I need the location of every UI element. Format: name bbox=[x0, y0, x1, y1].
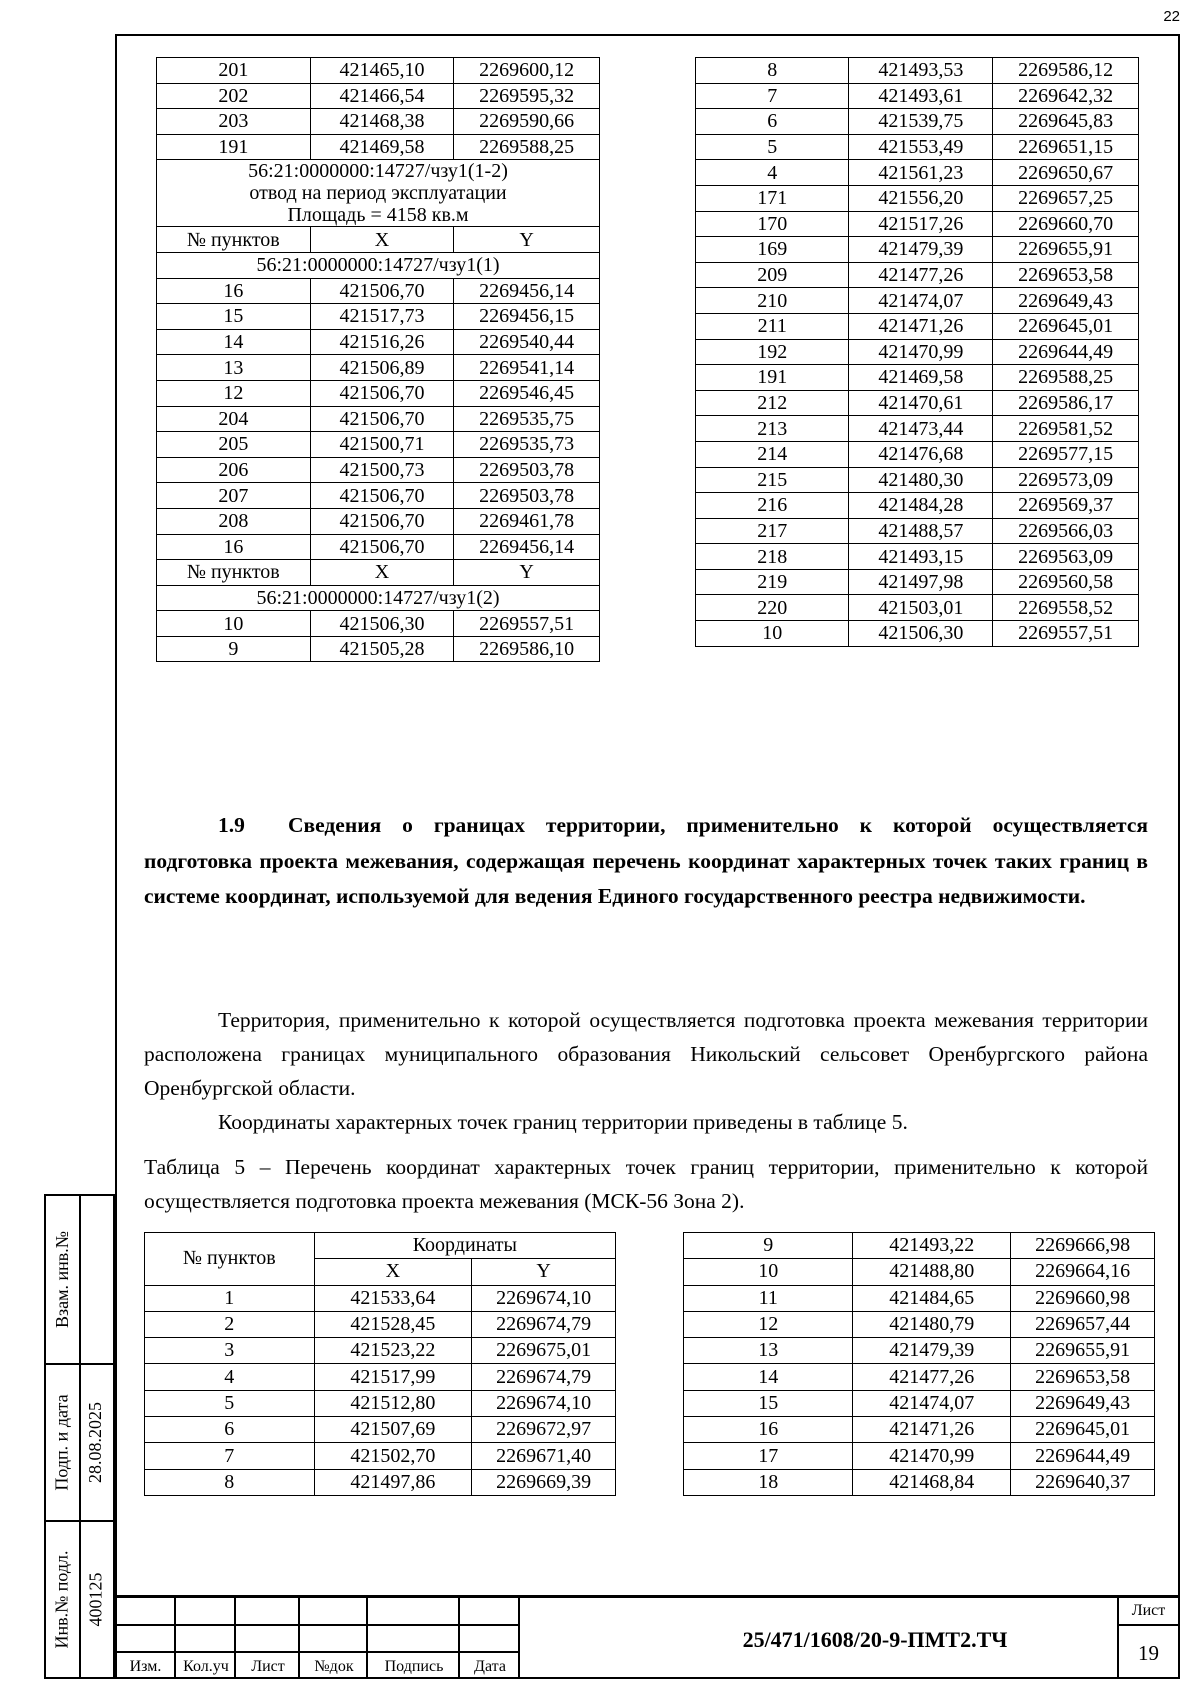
table-row bbox=[157, 457, 600, 483]
point-number-cell: 220 bbox=[696, 595, 849, 621]
x-coordinate-cell: 421539,75 bbox=[849, 109, 993, 135]
point-number-cell: 207 bbox=[157, 483, 311, 509]
y-coordinate-cell: 2269651,15 bbox=[993, 134, 1139, 160]
x-coordinate-cell: 421493,15 bbox=[849, 544, 993, 570]
x-coordinate-cell: 421466,54 bbox=[310, 83, 454, 109]
y-coordinate-cell: 2269655,91 bbox=[1011, 1338, 1155, 1364]
y-coordinate-cell: 2269666,98 bbox=[1011, 1233, 1155, 1259]
y-coordinate-cell: 2269590,66 bbox=[454, 109, 600, 135]
col-label-kolvo: Кол.уч bbox=[183, 1657, 229, 1675]
y-coordinate-cell: 2269671,40 bbox=[472, 1443, 616, 1469]
y-coordinate-cell: 2269566,03 bbox=[993, 518, 1139, 544]
point-number-cell: 1 bbox=[145, 1285, 315, 1311]
y-coordinate-cell: 2269586,12 bbox=[993, 58, 1139, 84]
x-coordinate-cell: 421561,23 bbox=[849, 160, 993, 186]
y-coordinate-cell: 2269653,58 bbox=[993, 262, 1139, 288]
y-coordinate-cell: 2269588,25 bbox=[454, 134, 600, 160]
y-coordinate-cell: 2269560,58 bbox=[993, 569, 1139, 595]
table-row bbox=[684, 1469, 1155, 1495]
y-coordinate-cell: 2269557,51 bbox=[993, 621, 1139, 647]
table-row bbox=[157, 432, 600, 458]
y-coordinate-cell: 2269674,10 bbox=[472, 1285, 616, 1311]
point-number-cell: 18 bbox=[684, 1469, 853, 1495]
table-row bbox=[157, 329, 600, 355]
table-row bbox=[684, 1338, 1155, 1364]
table-row bbox=[684, 1364, 1155, 1390]
y-coordinate-cell: 2269600,12 bbox=[454, 58, 600, 84]
point-number-cell: 10 bbox=[696, 621, 849, 647]
x-coordinate-cell: 421506,70 bbox=[310, 534, 454, 560]
point-number-cell: 10 bbox=[157, 611, 311, 637]
point-number-cell: 212 bbox=[696, 390, 849, 416]
x-coordinate-cell: 421505,28 bbox=[310, 636, 454, 662]
header-row bbox=[157, 560, 600, 586]
x-coordinate-cell: 421500,71 bbox=[310, 432, 454, 458]
point-number-cell: 4 bbox=[145, 1364, 315, 1390]
section-title-line: отвод на период эксплуатации bbox=[249, 182, 507, 205]
point-number-cell: 6 bbox=[696, 109, 849, 135]
y-coordinate-cell: 2269456,14 bbox=[454, 278, 600, 304]
col-label-ndoc: №док bbox=[314, 1657, 354, 1675]
point-number-cell: 170 bbox=[696, 211, 849, 237]
y-coordinate-cell: 2269653,58 bbox=[1011, 1364, 1155, 1390]
title-block bbox=[115, 1595, 1180, 1679]
col-label-list: Лист bbox=[251, 1657, 285, 1675]
x-coordinate-cell: 421474,07 bbox=[849, 288, 993, 314]
table-row bbox=[684, 1259, 1155, 1285]
table-row bbox=[157, 355, 600, 381]
point-number-cell: 9 bbox=[684, 1233, 853, 1259]
point-number-cell: 4 bbox=[696, 160, 849, 186]
y-coordinate-cell: 2269461,78 bbox=[454, 508, 600, 534]
point-number-cell: 16 bbox=[684, 1417, 853, 1443]
section-title-cell bbox=[157, 160, 600, 227]
x-coordinate-cell: 421493,22 bbox=[853, 1233, 1011, 1259]
x-coordinate-cell: 421465,10 bbox=[310, 58, 454, 84]
table-row bbox=[157, 483, 600, 509]
table-row bbox=[696, 518, 1139, 544]
x-coordinate-cell: 421484,28 bbox=[849, 493, 993, 519]
section-title: Сведения о границах территории, применительно к которой осуществляется подготовка проекта межевания, содержащая перечень координат характерных точек таких границ в системе координат, используемой для ведения Единого государственного реестра недвижимости. bbox=[144, 813, 1148, 908]
y-coordinate-cell: 2269660,98 bbox=[1011, 1285, 1155, 1311]
sidebar-label: Инв.№ подл. bbox=[52, 1550, 72, 1649]
x-coordinate-cell: 421484,65 bbox=[853, 1285, 1011, 1311]
y-coordinate-cell: 2269577,15 bbox=[993, 441, 1139, 467]
y-coordinate-cell: 2269675,01 bbox=[472, 1338, 616, 1364]
table-row bbox=[696, 467, 1139, 493]
x-coordinate-cell: 421477,26 bbox=[849, 262, 993, 288]
point-number-cell: 205 bbox=[157, 432, 311, 458]
sheet-box bbox=[1117, 1598, 1178, 1679]
y-coordinate-cell: 2269503,78 bbox=[454, 483, 600, 509]
point-number-cell: 217 bbox=[696, 518, 849, 544]
table-row bbox=[696, 441, 1139, 467]
col-label-date: Дата bbox=[474, 1657, 506, 1675]
point-number-cell: 216 bbox=[696, 493, 849, 519]
point-number-cell: 192 bbox=[696, 339, 849, 365]
header-points: № пунктов bbox=[157, 560, 311, 586]
y-coordinate-cell: 2269674,10 bbox=[472, 1390, 616, 1416]
point-number-cell: 9 bbox=[157, 636, 311, 662]
col-label-izm: Изм. bbox=[129, 1657, 162, 1675]
table-row bbox=[684, 1311, 1155, 1337]
table-row bbox=[157, 278, 600, 304]
table-row bbox=[696, 288, 1139, 314]
y-coordinate-cell: 2269657,25 bbox=[993, 185, 1139, 211]
table-row bbox=[696, 237, 1139, 263]
x-coordinate-cell: 421474,07 bbox=[853, 1390, 1011, 1416]
header-x: X bbox=[310, 560, 454, 586]
y-coordinate-cell: 2269657,44 bbox=[1011, 1311, 1155, 1337]
y-coordinate-cell: 2269644,49 bbox=[1011, 1443, 1155, 1469]
point-number-cell: 169 bbox=[696, 237, 849, 263]
table-row bbox=[157, 304, 600, 330]
point-number-cell: 209 bbox=[696, 262, 849, 288]
table5-right bbox=[683, 1232, 1155, 1496]
point-number-cell: 3 bbox=[145, 1338, 315, 1364]
y-coordinate-cell: 2269557,51 bbox=[454, 611, 600, 637]
table-row bbox=[696, 569, 1139, 595]
point-number-cell: 210 bbox=[696, 288, 849, 314]
table-row bbox=[145, 1417, 616, 1443]
point-number-cell: 11 bbox=[684, 1285, 853, 1311]
x-coordinate-cell: 421506,30 bbox=[849, 621, 993, 647]
header-points: № пунктов bbox=[145, 1233, 315, 1286]
y-coordinate-cell: 2269586,17 bbox=[993, 390, 1139, 416]
table-row bbox=[145, 1338, 616, 1364]
point-number-cell: 206 bbox=[157, 457, 311, 483]
x-coordinate-cell: 421470,61 bbox=[849, 390, 993, 416]
table-row bbox=[696, 390, 1139, 416]
x-coordinate-cell: 421528,45 bbox=[314, 1311, 472, 1337]
x-coordinate-cell: 421469,58 bbox=[849, 365, 993, 391]
sidebar-inventory-number: 400125 bbox=[85, 1572, 105, 1627]
x-coordinate-cell: 421506,70 bbox=[310, 380, 454, 406]
table-row bbox=[696, 134, 1139, 160]
x-coordinate-cell: 421506,30 bbox=[310, 611, 454, 637]
x-coordinate-cell: 421479,39 bbox=[849, 237, 993, 263]
table-row bbox=[157, 534, 600, 560]
y-coordinate-cell: 2269669,39 bbox=[472, 1469, 616, 1495]
x-coordinate-cell: 421516,26 bbox=[310, 329, 454, 355]
y-coordinate-cell: 2269655,91 bbox=[993, 237, 1139, 263]
x-coordinate-cell: 421506,70 bbox=[310, 508, 454, 534]
table-row bbox=[696, 595, 1139, 621]
x-coordinate-cell: 421468,38 bbox=[310, 109, 454, 135]
point-number-cell: 13 bbox=[684, 1338, 853, 1364]
section-title-line: 56:21:0000000:14727/чзу1(1-2) bbox=[248, 160, 508, 183]
x-coordinate-cell: 421493,61 bbox=[849, 83, 993, 109]
y-coordinate-cell: 2269674,79 bbox=[472, 1311, 616, 1337]
table-row bbox=[696, 416, 1139, 442]
y-coordinate-cell: 2269535,75 bbox=[454, 406, 600, 432]
table-row bbox=[157, 160, 600, 227]
x-coordinate-cell: 421469,58 bbox=[310, 134, 454, 160]
x-coordinate-cell: 421517,73 bbox=[310, 304, 454, 330]
y-coordinate-cell: 2269649,43 bbox=[993, 288, 1139, 314]
table-row bbox=[696, 313, 1139, 339]
table-row bbox=[157, 380, 600, 406]
x-coordinate-cell: 421500,73 bbox=[310, 457, 454, 483]
table-row bbox=[157, 406, 600, 432]
table-row bbox=[145, 1311, 616, 1337]
header-row bbox=[145, 1233, 616, 1259]
section-heading bbox=[144, 808, 1148, 915]
y-coordinate-cell: 2269644,49 bbox=[993, 339, 1139, 365]
x-coordinate-cell: 421512,80 bbox=[314, 1390, 472, 1416]
page-number: 22 bbox=[1163, 8, 1180, 25]
y-coordinate-cell: 2269456,14 bbox=[454, 534, 600, 560]
point-number-cell: 8 bbox=[145, 1469, 315, 1495]
y-coordinate-cell: 2269588,25 bbox=[993, 365, 1139, 391]
point-number-cell: 5 bbox=[696, 134, 849, 160]
table-row bbox=[696, 58, 1139, 84]
point-number-cell: 5 bbox=[145, 1390, 315, 1416]
x-coordinate-cell: 421506,70 bbox=[310, 278, 454, 304]
table-row bbox=[696, 211, 1139, 237]
x-coordinate-cell: 421517,26 bbox=[849, 211, 993, 237]
table-row bbox=[696, 109, 1139, 135]
col-label-signature: Подпись bbox=[384, 1657, 444, 1675]
table5-caption: Таблица 5 – Перечень координат характерных точек границ территории, применительно к которой осуществляется подготовка проекта межевания (МСК-56 Зона 2). bbox=[144, 1155, 1148, 1213]
x-coordinate-cell: 421523,22 bbox=[314, 1338, 472, 1364]
y-coordinate-cell: 2269664,16 bbox=[1011, 1259, 1155, 1285]
point-number-cell: 211 bbox=[696, 313, 849, 339]
x-coordinate-cell: 421477,26 bbox=[853, 1364, 1011, 1390]
x-coordinate-cell: 421480,30 bbox=[849, 467, 993, 493]
x-coordinate-cell: 421507,69 bbox=[314, 1417, 472, 1443]
y-coordinate-cell: 2269650,67 bbox=[993, 160, 1139, 186]
section-number: 1.9 bbox=[218, 813, 245, 837]
table-row bbox=[157, 252, 600, 278]
section-title-line: Площадь = 4158 кв.м bbox=[287, 204, 469, 227]
x-coordinate-cell: 421468,84 bbox=[853, 1469, 1011, 1495]
y-coordinate-cell: 2269660,70 bbox=[993, 211, 1139, 237]
table-row bbox=[157, 109, 600, 135]
y-coordinate-cell: 2269535,73 bbox=[454, 432, 600, 458]
point-number-cell: 191 bbox=[157, 134, 311, 160]
table-row bbox=[696, 185, 1139, 211]
table-row bbox=[684, 1390, 1155, 1416]
x-coordinate-cell: 421497,98 bbox=[849, 569, 993, 595]
coordinates-table-top-right bbox=[695, 57, 1139, 647]
table-row bbox=[696, 339, 1139, 365]
y-coordinate-cell: 2269503,78 bbox=[454, 457, 600, 483]
x-coordinate-cell: 421553,49 bbox=[849, 134, 993, 160]
point-number-cell: 215 bbox=[696, 467, 849, 493]
table-row bbox=[684, 1285, 1155, 1311]
table-row bbox=[145, 1285, 616, 1311]
y-coordinate-cell: 2269456,15 bbox=[454, 304, 600, 330]
point-number-cell: 16 bbox=[157, 534, 311, 560]
table-row bbox=[145, 1390, 616, 1416]
table-row bbox=[157, 134, 600, 160]
table-row bbox=[157, 585, 600, 611]
x-coordinate-cell: 421473,44 bbox=[849, 416, 993, 442]
table-row bbox=[696, 262, 1139, 288]
y-coordinate-cell: 2269595,32 bbox=[454, 83, 600, 109]
table-row bbox=[157, 83, 600, 109]
header-x: X bbox=[310, 227, 454, 253]
table-row bbox=[157, 508, 600, 534]
subsection-title: 56:21:0000000:14727/чзу1(2) bbox=[157, 585, 600, 611]
table-row bbox=[684, 1417, 1155, 1443]
table-row bbox=[157, 611, 600, 637]
point-number-cell: 218 bbox=[696, 544, 849, 570]
x-coordinate-cell: 421488,57 bbox=[849, 518, 993, 544]
y-coordinate-cell: 2269569,37 bbox=[993, 493, 1139, 519]
subsection-title: 56:21:0000000:14727/чзу1(1) bbox=[157, 252, 600, 278]
point-number-cell: 214 bbox=[696, 441, 849, 467]
x-coordinate-cell: 421506,70 bbox=[310, 406, 454, 432]
point-number-cell: 12 bbox=[157, 380, 311, 406]
header-y: Y bbox=[472, 1259, 616, 1285]
coordinates-table-top-left bbox=[156, 57, 600, 662]
point-number-cell: 6 bbox=[145, 1417, 315, 1443]
sidebar-row-podp bbox=[46, 1365, 113, 1522]
point-number-cell: 203 bbox=[157, 109, 311, 135]
table-row bbox=[157, 636, 600, 662]
approval-sidebar bbox=[44, 1194, 115, 1679]
header-y: Y bbox=[454, 560, 600, 586]
y-coordinate-cell: 2269540,44 bbox=[454, 329, 600, 355]
header-x: X bbox=[314, 1259, 472, 1285]
y-coordinate-cell: 2269674,79 bbox=[472, 1364, 616, 1390]
point-number-cell: 7 bbox=[696, 83, 849, 109]
sidebar-date: 28.08.2025 bbox=[85, 1402, 105, 1483]
sidebar-row-inv bbox=[46, 1522, 113, 1677]
paragraph-coordinates: Координаты характерных точек границ территории приведены в таблице 5. bbox=[218, 1110, 908, 1134]
x-coordinate-cell: 421497,86 bbox=[314, 1469, 472, 1495]
x-coordinate-cell: 421479,39 bbox=[853, 1338, 1011, 1364]
point-number-cell: 10 bbox=[684, 1259, 853, 1285]
sheet-label: Лист bbox=[1119, 1598, 1178, 1626]
x-coordinate-cell: 421470,99 bbox=[853, 1443, 1011, 1469]
point-number-cell: 15 bbox=[684, 1390, 853, 1416]
table-row bbox=[696, 493, 1139, 519]
point-number-cell: 171 bbox=[696, 185, 849, 211]
point-number-cell: 13 bbox=[157, 355, 311, 381]
y-coordinate-cell: 2269586,10 bbox=[454, 636, 600, 662]
x-coordinate-cell: 421506,70 bbox=[310, 483, 454, 509]
point-number-cell: 15 bbox=[157, 304, 311, 330]
table-row bbox=[696, 544, 1139, 570]
point-number-cell: 213 bbox=[696, 416, 849, 442]
y-coordinate-cell: 2269546,45 bbox=[454, 380, 600, 406]
sheet-number: 19 bbox=[1138, 1641, 1159, 1665]
x-coordinate-cell: 421471,26 bbox=[849, 313, 993, 339]
table-row bbox=[696, 83, 1139, 109]
sidebar-label: Взам. инв.№ bbox=[52, 1231, 72, 1328]
y-coordinate-cell: 2269649,43 bbox=[1011, 1390, 1155, 1416]
header-row bbox=[157, 227, 600, 253]
y-coordinate-cell: 2269640,37 bbox=[1011, 1469, 1155, 1495]
table-row bbox=[684, 1233, 1155, 1259]
point-number-cell: 14 bbox=[684, 1364, 853, 1390]
x-coordinate-cell: 421556,20 bbox=[849, 185, 993, 211]
point-number-cell: 12 bbox=[684, 1311, 853, 1337]
point-number-cell: 7 bbox=[145, 1443, 315, 1469]
x-coordinate-cell: 421517,99 bbox=[314, 1364, 472, 1390]
point-number-cell: 2 bbox=[145, 1311, 315, 1337]
paragraph-territory: Территория, применительно к которой осуществляется подготовка проекта межевания территории расположена границах муниципального образования Никольский сельсовет Оренбургского района Оренбургской области. bbox=[144, 1008, 1148, 1100]
x-coordinate-cell: 421470,99 bbox=[849, 339, 993, 365]
point-number-cell: 14 bbox=[157, 329, 311, 355]
table-row bbox=[145, 1469, 616, 1495]
x-coordinate-cell: 421493,53 bbox=[849, 58, 993, 84]
table-row bbox=[696, 160, 1139, 186]
table-row bbox=[157, 58, 600, 84]
sidebar-row-vzam bbox=[46, 1196, 113, 1365]
table-row bbox=[696, 365, 1139, 391]
point-number-cell: 191 bbox=[696, 365, 849, 391]
x-coordinate-cell: 421476,68 bbox=[849, 441, 993, 467]
header-coordinates: Координаты bbox=[314, 1233, 615, 1259]
y-coordinate-cell: 2269645,83 bbox=[993, 109, 1139, 135]
y-coordinate-cell: 2269645,01 bbox=[993, 313, 1139, 339]
point-number-cell: 16 bbox=[157, 278, 311, 304]
y-coordinate-cell: 2269642,32 bbox=[993, 83, 1139, 109]
y-coordinate-cell: 2269563,09 bbox=[993, 544, 1139, 570]
x-coordinate-cell: 421533,64 bbox=[314, 1285, 472, 1311]
table-row bbox=[145, 1443, 616, 1469]
y-coordinate-cell: 2269558,52 bbox=[993, 595, 1139, 621]
point-number-cell: 202 bbox=[157, 83, 311, 109]
table5-left bbox=[144, 1232, 616, 1496]
x-coordinate-cell: 421502,70 bbox=[314, 1443, 472, 1469]
point-number-cell: 17 bbox=[684, 1443, 853, 1469]
y-coordinate-cell: 2269672,97 bbox=[472, 1417, 616, 1443]
point-number-cell: 201 bbox=[157, 58, 311, 84]
table-row bbox=[684, 1443, 1155, 1469]
point-number-cell: 219 bbox=[696, 569, 849, 595]
y-coordinate-cell: 2269645,01 bbox=[1011, 1417, 1155, 1443]
x-coordinate-cell: 421471,26 bbox=[853, 1417, 1011, 1443]
y-coordinate-cell: 2269541,14 bbox=[454, 355, 600, 381]
table-row bbox=[696, 621, 1139, 647]
x-coordinate-cell: 421488,80 bbox=[853, 1259, 1011, 1285]
header-points: № пунктов bbox=[157, 227, 311, 253]
y-coordinate-cell: 2269573,09 bbox=[993, 467, 1139, 493]
point-number-cell: 8 bbox=[696, 58, 849, 84]
point-number-cell: 204 bbox=[157, 406, 311, 432]
document-code: 25/471/1608/20-9-ПМТ2.ТЧ bbox=[742, 1627, 1008, 1652]
header-y: Y bbox=[454, 227, 600, 253]
sidebar-label: Подп. и дата bbox=[52, 1394, 73, 1491]
x-coordinate-cell: 421480,79 bbox=[853, 1311, 1011, 1337]
table-row bbox=[145, 1364, 616, 1390]
y-coordinate-cell: 2269581,52 bbox=[993, 416, 1139, 442]
x-coordinate-cell: 421503,01 bbox=[849, 595, 993, 621]
x-coordinate-cell: 421506,89 bbox=[310, 355, 454, 381]
point-number-cell: 208 bbox=[157, 508, 311, 534]
